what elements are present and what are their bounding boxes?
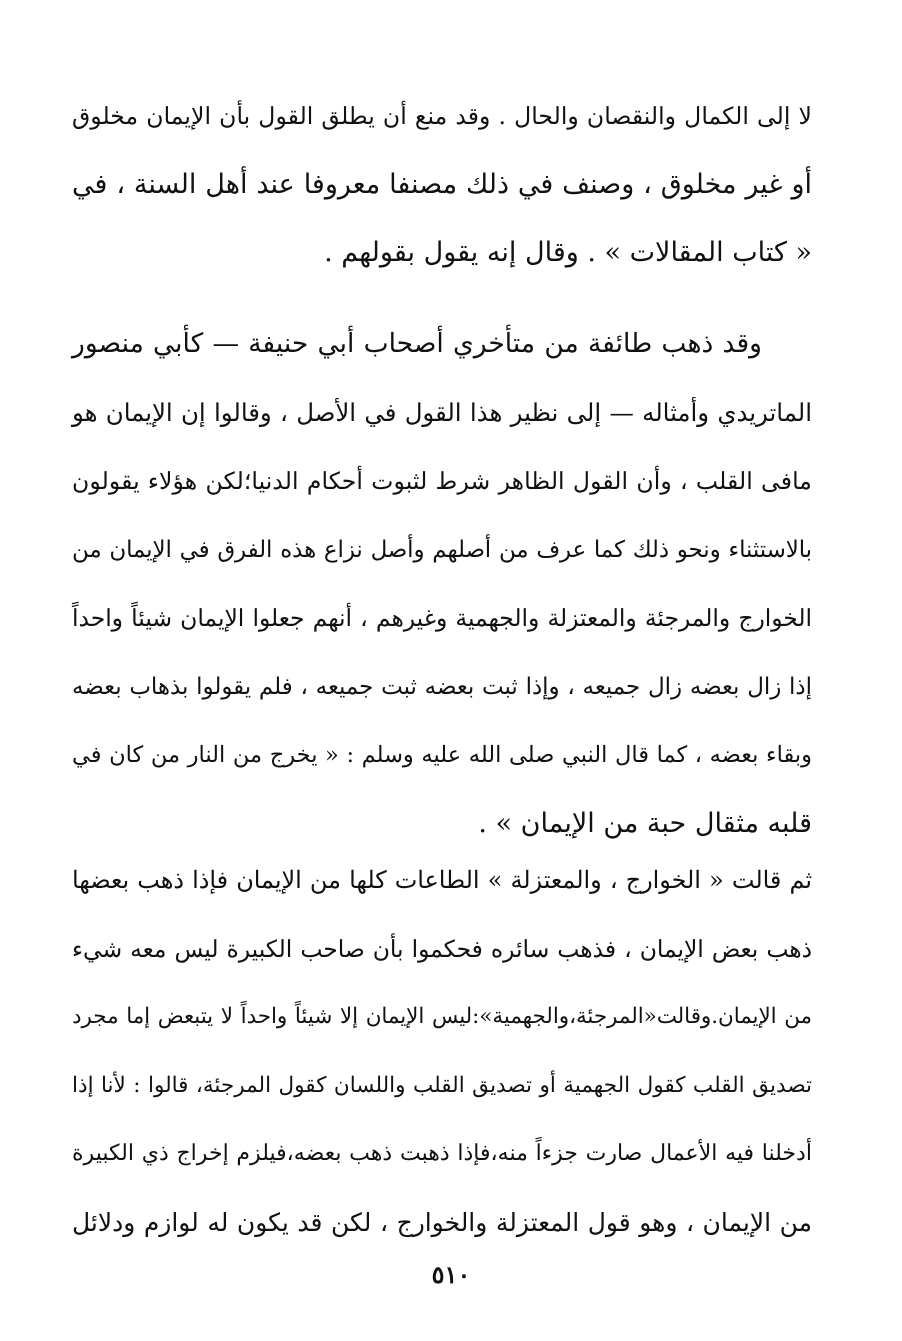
text-line: أو غير مخلوق ، وصنف في ذلك مصنفا معروفا عند أهل السنة ، في <box>72 168 812 200</box>
text-line: مافى القلب ، وأن القول الظاهر شرط لثبوت أحكام الدنيا؛لكن هؤلاء يقولون <box>72 467 812 495</box>
text-line: بالاستثناء ونحو ذلك كما عرف من أصلهم وأصل نزاع هذه الفرق في الإيمان من <box>72 536 812 563</box>
text-line: تصديق القلب كقول الجهمية أو تصديق القلب واللسان كقول المرجئة، قالوا : لأنا إذا <box>72 1072 812 1098</box>
text-line: الخوارج والمرجئة والمعتزلة والجهمية وغيرهم ، أنهم جعلوا الإيمان شيئاً واحداً <box>72 604 812 632</box>
text-line: من الإيمان ، وهو قول المعتزلة والخوارج ، لكن قد يكون له لوازم ودلائل <box>72 1207 812 1237</box>
paragraph-2 <box>72 310 812 858</box>
text-line: قلبه مثقال حبة من الإيمان » . <box>478 807 812 839</box>
text-line: إذا زال بعضه زال جميعه ، وإذا ثبت بعضه ثبت جميعه ، فلم يقولوا بذهاب بعضه <box>72 673 812 700</box>
text-line: لا إلى الكمال والنقصان والحال . وقد منع أن يطلق القول بأن الإيمان مخلوق <box>72 102 812 130</box>
text-line: ذهب بعض الإيمان ، فذهب سائره فحكموا بأن صاحب الكبيرة ليس معه شيء <box>72 934 812 963</box>
paragraph-3 <box>72 846 812 1257</box>
text-line: وبقاء بعضه ، كما قال النبي صلى الله عليه وسلم : « يخرج من النار من كان في <box>72 742 812 768</box>
page-number: ٥١٠ <box>431 1260 471 1289</box>
text-line: أدخلنا فيه الأعمال صارت جزءاً منه،فإذا ذهبت ذهب بعضه،فيلزم إخراج ذي الكبيرة <box>72 1141 812 1166</box>
text-line: من الإيمان.وقالت«المرجئة،والجهمية»:ليس الإيمان إلا شيئاً واحداً لا يتبعض إما مجرد <box>72 1004 812 1029</box>
text-line: « كتاب المقالات » . وقال إنه يقول بقولهم . <box>324 237 812 268</box>
paragraph-1 <box>72 82 812 288</box>
text-line: الماتريدي وأمثاله — إلى نظير هذا القول في الأصل ، وقالوا إن الإيمان هو <box>72 397 812 427</box>
text-line: وقد ذهب طائفة من متأخري أصحاب أبي حنيفة — كأبي منصور <box>72 328 762 359</box>
text-line: ثم قالت « الخوارج ، والمعتزلة » الطاعات كلها من الإيمان فإذا ذهب بعضها <box>72 866 812 894</box>
